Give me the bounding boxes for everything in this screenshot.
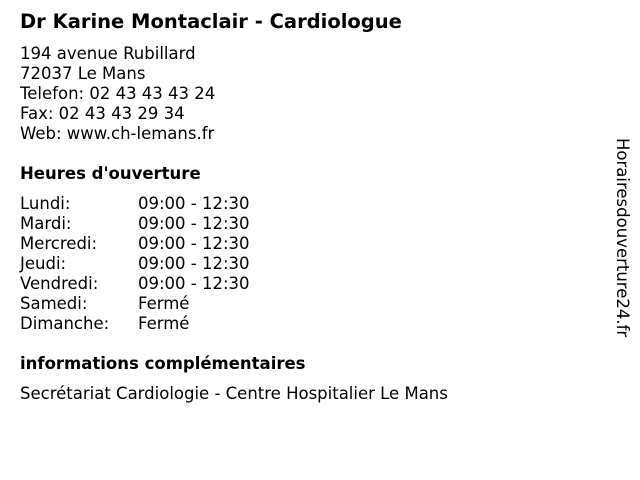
time-value: Fermé [138, 314, 190, 333]
day-label: Samedi: [20, 294, 88, 313]
website-line [20, 124, 215, 144]
additional-info-text: Secrétariat Cardiologie - Centre Hospitalier Le Mans [20, 384, 448, 403]
day-label: Vendredi: [20, 274, 99, 293]
website-label: Web: [20, 124, 67, 143]
page-title: Dr Karine Montaclair - Cardiologue [20, 10, 402, 33]
time-value: 09:00 - 12:30 [138, 254, 250, 273]
time-value: 09:00 - 12:30 [138, 194, 250, 213]
time-value: 09:00 - 12:30 [138, 214, 250, 233]
day-label: Lundi: [20, 194, 71, 213]
additional-info-heading: informations complémentaires [20, 354, 306, 373]
day-label: Jeudi: [20, 254, 67, 273]
time-value: Fermé [138, 294, 190, 313]
address-block [20, 44, 215, 144]
phone-number: Telefon: 02 43 43 43 24 [20, 84, 216, 103]
website-link[interactable]: www.ch-lemans.fr [66, 124, 215, 143]
fax-number: Fax: 02 43 43 29 34 [20, 104, 185, 123]
address-street: 194 avenue Rubillard [20, 44, 196, 63]
time-value: 09:00 - 12:30 [138, 274, 250, 293]
day-label: Mardi: [20, 214, 72, 233]
day-label: Mercredi: [20, 234, 98, 253]
address-city: 72037 Le Mans [20, 64, 146, 83]
site-watermark: Horairesdouverture24.fr [613, 138, 632, 338]
opening-hours-heading: Heures d'ouverture [20, 164, 201, 183]
day-label: Dimanche: [20, 314, 110, 333]
time-value: 09:00 - 12:30 [138, 234, 250, 253]
